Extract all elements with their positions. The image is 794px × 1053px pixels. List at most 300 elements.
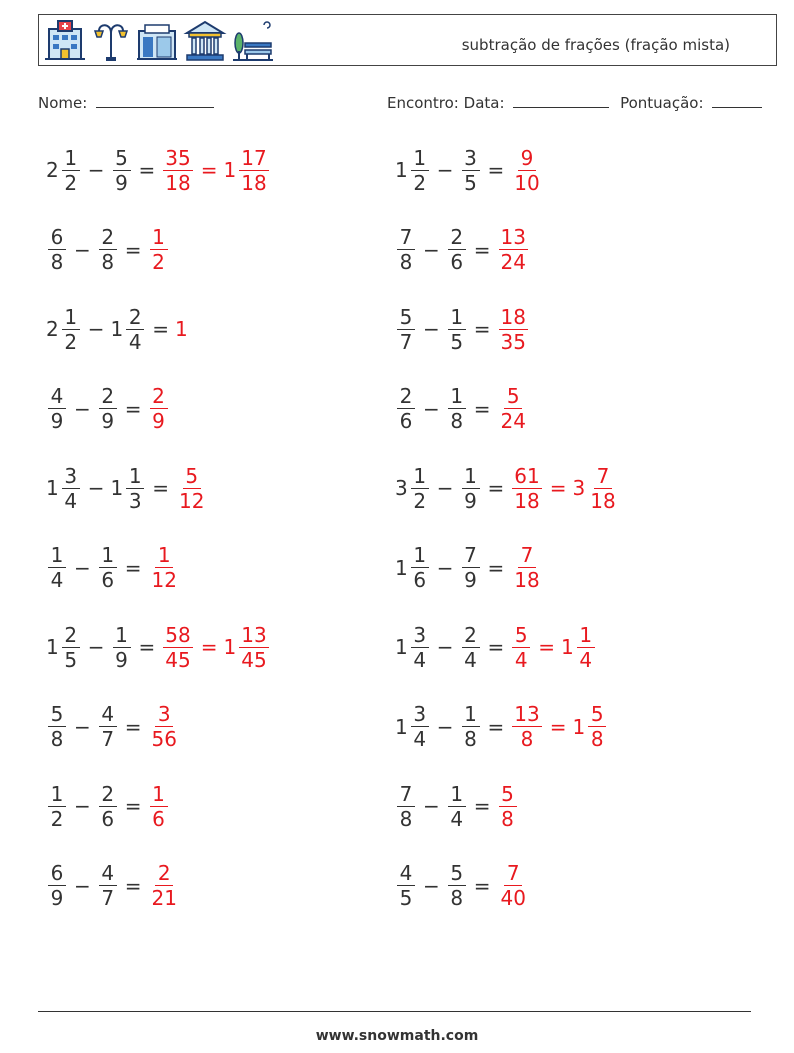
denominator: 2 [413,488,427,513]
denominator: 6 [450,250,464,274]
numerator: 1 [62,307,80,330]
fraction [448,863,466,908]
answer [510,463,619,513]
numerator: 5 [448,863,466,886]
fraction [512,704,541,749]
answer-mixed [223,145,270,195]
minus-sign: − [74,396,91,421]
numerator: 4 [397,863,415,886]
answer [175,317,189,341]
fraction [177,463,206,513]
denominator: 7 [399,329,413,354]
numerator: 1 [99,545,117,568]
problem-item [395,458,620,518]
numerator: 7 [594,466,612,489]
fraction [163,145,192,195]
subtrahend [460,463,482,513]
fraction [411,545,429,590]
answer-improper [510,545,543,590]
numerator: 3 [155,704,173,727]
minuend [395,704,431,749]
denominator: 6 [101,568,115,592]
denominator: 5 [399,886,413,910]
problem-item [395,697,608,757]
worksheet-title: subtração de frações (fração mista) [461,36,730,54]
answer-equals-sign: = [200,158,218,182]
denominator: 6 [101,806,115,831]
numerator: 1 [126,466,144,489]
numerator: 2 [397,386,415,409]
problem-item [46,140,271,200]
numerator: 2 [150,386,168,409]
denominator: 24 [500,409,526,433]
answer [510,545,543,590]
denominator: 35 [500,329,526,354]
numerator: 5 [499,784,517,807]
answer [497,781,519,831]
denominator: 18 [514,568,540,592]
fraction [499,304,528,354]
fraction [512,545,541,590]
numerator: 1 [48,784,66,807]
whole-number: 3 [395,476,408,500]
equals-sign: = [487,158,505,182]
numerator: 5 [512,625,530,648]
numerator: 2 [99,386,117,409]
denominator: 56 [151,727,177,751]
subtrahend [460,622,482,672]
subtrahend [446,386,468,431]
fraction [99,781,117,831]
whole-number: 1 [572,714,586,739]
minus-sign: − [74,794,91,818]
name-label: Nome: [38,94,88,112]
problem-item [395,617,597,677]
equals-sign: = [473,873,491,898]
denominator: 18 [590,488,616,513]
equals-sign: = [124,555,142,580]
numerator: 5 [504,386,522,409]
park-bench-icon [231,19,275,63]
subtrahend [97,863,119,908]
answer [148,227,170,272]
answer-improper [161,622,194,672]
denominator: 5 [64,647,78,672]
answer [175,463,208,513]
minuend [46,386,68,431]
answer-equals-sign: = [549,476,567,500]
encounter-date-score-field [387,94,762,112]
answer-improper [148,545,181,590]
numerator: 3 [411,625,429,648]
numerator: 3 [62,466,80,489]
fraction [113,622,131,672]
minuend [46,304,82,354]
equals-sign: = [473,317,491,341]
fraction [397,304,415,354]
denominator: 8 [590,727,604,751]
denominator: 9 [115,647,128,672]
denominator: 8 [450,409,464,433]
fraction [397,781,415,831]
denominator: 9 [50,409,64,433]
fraction [411,704,429,749]
numerator: 35 [165,145,191,170]
equals-sign: = [487,714,505,739]
numerator: 2 [126,307,144,330]
street-lamp-icon [91,19,131,63]
numerator: 5 [588,704,606,727]
denominator: 4 [450,806,464,831]
denominator: 6 [152,806,165,831]
denominator: 8 [464,727,477,751]
whole-number: 1 [395,635,408,659]
answer-equals-sign: = [549,714,567,739]
fraction [411,463,429,513]
minus-sign: − [436,635,454,659]
fraction [462,545,480,590]
numerator: 1 [113,625,131,648]
answer-mixed [223,622,270,672]
denominator: 4 [413,647,427,672]
equals-sign: = [487,476,505,500]
numerator: 2 [99,784,117,807]
fraction [499,386,528,431]
fraction [150,386,168,431]
answer [497,386,530,431]
subtrahend [97,545,119,590]
fraction [448,781,466,831]
numerator: 4 [99,863,117,886]
fraction [99,227,117,272]
answer-improper [510,704,543,749]
denominator: 9 [152,409,165,433]
fraction [62,304,80,354]
numerator: 1 [62,148,80,171]
subtrahend [446,781,468,831]
whole-number: 1 [110,317,124,341]
minus-sign: − [74,237,91,262]
numerator: 2 [462,625,480,648]
denominator: 4 [464,647,477,672]
problem-item [395,538,544,598]
answer-improper [161,145,194,195]
denominator: 2 [64,329,78,354]
answer [148,386,170,431]
minuend [46,463,82,513]
denominator: 45 [241,647,267,672]
fraction [411,622,429,672]
minus-sign: − [87,635,105,659]
fraction [462,463,480,513]
subtrahend [97,227,119,272]
answer-improper [497,863,530,908]
minus-sign: − [74,555,91,580]
numerator: 2 [448,227,466,250]
minuend [46,863,68,908]
fraction [48,704,66,749]
numerator: 1 [411,148,429,171]
denominator: 8 [101,250,115,274]
fraction [411,145,429,195]
answer-improper [148,704,181,749]
answer-improper [510,463,543,513]
subtrahend [446,863,468,908]
whole-number: 2 [46,158,59,182]
fraction [397,386,415,431]
problem-item [395,140,544,200]
equals-sign: = [152,317,169,341]
hospital-icon [43,19,87,63]
answer-improper [148,781,170,831]
answer-mixed [572,704,608,749]
denominator: 8 [50,727,64,751]
subtrahend [110,463,147,513]
fraction [126,304,144,354]
footer-divider [38,1011,751,1012]
subtrahend [460,145,482,195]
whole-number: 1 [46,476,59,500]
equals-sign: = [124,237,142,262]
subtrahend [97,386,119,431]
denominator: 2 [413,170,427,195]
numerator: 7 [397,227,415,250]
worksheet-header [38,14,777,66]
answer-improper [148,227,170,272]
minuend [395,227,417,272]
answer [148,545,181,590]
minuend [46,622,82,672]
answer-improper [175,317,189,341]
numerator: 1 [448,784,466,807]
fraction [99,704,117,749]
answer [161,145,270,195]
problem-item [46,697,181,757]
numerator: 1 [155,545,173,568]
fraction [239,622,268,672]
numerator: 7 [397,784,415,807]
equals-sign: = [152,476,169,500]
answer [497,304,530,354]
denominator: 2 [152,250,165,274]
fraction [499,863,528,908]
answer-improper [148,386,170,431]
minuend [46,227,68,272]
denominator: 9 [50,886,64,910]
answer [510,704,608,749]
denominator: 4 [128,329,142,354]
numerator: 5 [113,148,131,171]
numerator: 1 [462,466,480,489]
numerator: 3 [462,148,480,171]
answer [148,781,170,831]
numerator: 1 [462,704,480,727]
denominator: 24 [500,250,526,274]
subtrahend [460,545,482,590]
numerator: 17 [241,145,267,170]
problem-item [46,458,208,518]
problem-item [46,299,189,359]
whole-number: 1 [223,158,237,182]
museum-icon [183,19,227,63]
minuend [395,545,431,590]
encounter-label: Encontro: [387,94,459,112]
equals-sign: = [138,635,156,659]
numerator: 1 [150,227,168,250]
denominator: 6 [413,568,427,592]
problem-item [46,776,170,836]
numerator: 1 [48,545,66,568]
fraction [99,386,117,431]
fraction [239,145,268,195]
denominator: 8 [520,727,534,751]
fraction [62,145,80,195]
fraction [499,781,517,831]
numerator: 1 [411,545,429,568]
problem-item [46,856,181,916]
name-field [38,94,214,112]
denominator: 18 [514,488,540,513]
denominator: 9 [464,568,477,592]
denominator: 40 [500,886,526,910]
denominator: 5 [450,329,464,354]
minus-sign: − [423,237,440,262]
denominator: 9 [101,409,115,433]
subtrahend [110,304,147,354]
denominator: 8 [450,886,464,910]
minuend [46,545,68,590]
denominator: 21 [151,886,177,910]
answer-equals-sign: = [538,635,556,659]
subtrahend [111,145,133,195]
fraction [62,622,80,672]
minus-sign: − [74,873,91,898]
numerator: 2 [62,625,80,648]
numerator: 4 [48,386,66,409]
fraction [62,463,80,513]
date-label: Data: [463,94,505,112]
fraction [48,386,66,431]
fraction [150,704,179,749]
numerator: 1 [150,784,168,807]
whole-number: 1 [395,158,408,182]
minuend [46,781,68,831]
fraction [48,781,66,831]
numerator: 1 [411,466,429,489]
whole-number: 1 [223,635,237,659]
minuend [395,304,417,354]
minus-sign: − [74,714,91,739]
fraction [512,463,541,513]
name-blank [96,95,214,108]
minuend [395,781,417,831]
denominator: 8 [501,806,514,831]
whole-number: 1 [395,714,408,739]
denominator: 3 [128,488,142,513]
denominator: 8 [399,806,413,831]
answer-improper [497,781,519,831]
fraction [462,622,480,672]
numerator: 58 [165,622,191,647]
denominator: 4 [64,488,78,513]
problem-item [395,856,530,916]
denominator: 4 [413,727,427,751]
denominator: 7 [101,727,115,751]
numerator: 1 [448,386,466,409]
answer-improper [175,463,208,513]
denominator: 10 [514,170,540,195]
denominator: 9 [115,170,128,195]
fraction [448,304,466,354]
minus-sign: − [87,317,105,341]
minuend [395,863,417,908]
fraction [499,227,528,272]
numerator: 2 [155,863,173,886]
fraction [113,145,131,195]
whole-number: 1 [395,555,408,580]
equals-sign: = [473,794,491,818]
numerator: 7 [462,545,480,568]
equals-sign: = [124,396,142,421]
answer-improper [497,386,530,431]
minus-sign: − [87,158,105,182]
fraction [99,863,117,908]
numerator: 1 [448,307,466,330]
numerator: 7 [504,863,522,886]
whole-number: 3 [572,476,586,500]
fraction [397,227,415,272]
denominator: 8 [399,250,413,274]
problem-item [395,776,519,836]
denominator: 45 [165,647,191,672]
minus-sign: − [436,476,454,500]
equals-sign: = [473,396,491,421]
fraction [512,145,541,195]
equals-sign: = [124,794,142,818]
fraction [126,463,144,513]
equals-sign: = [473,237,491,262]
denominator: 8 [50,250,64,274]
numerator: 5 [183,466,201,489]
denominator: 18 [165,170,191,195]
answer [161,622,270,672]
fraction [448,227,466,272]
problem-item [46,220,170,280]
fraction [577,622,595,672]
fraction [462,704,480,749]
denominator: 12 [151,568,177,592]
denominator: 7 [101,886,115,910]
numerator: 4 [99,704,117,727]
header-icons [43,19,275,63]
numerator: 61 [514,463,540,488]
fraction [512,622,530,672]
answer [148,704,181,749]
minus-sign: − [423,317,440,341]
numerator: 13 [500,225,526,249]
fraction [150,863,179,908]
fraction [462,145,480,195]
whole-number: 1 [561,635,574,659]
shop-building-icon [135,19,179,63]
answer-improper [510,145,543,195]
numerator: 13 [241,622,267,647]
subtrahend [460,704,482,749]
problem-item [46,379,170,439]
answer-improper [148,863,181,908]
equals-sign: = [487,555,505,580]
score-label: Pontuação: [620,94,704,112]
